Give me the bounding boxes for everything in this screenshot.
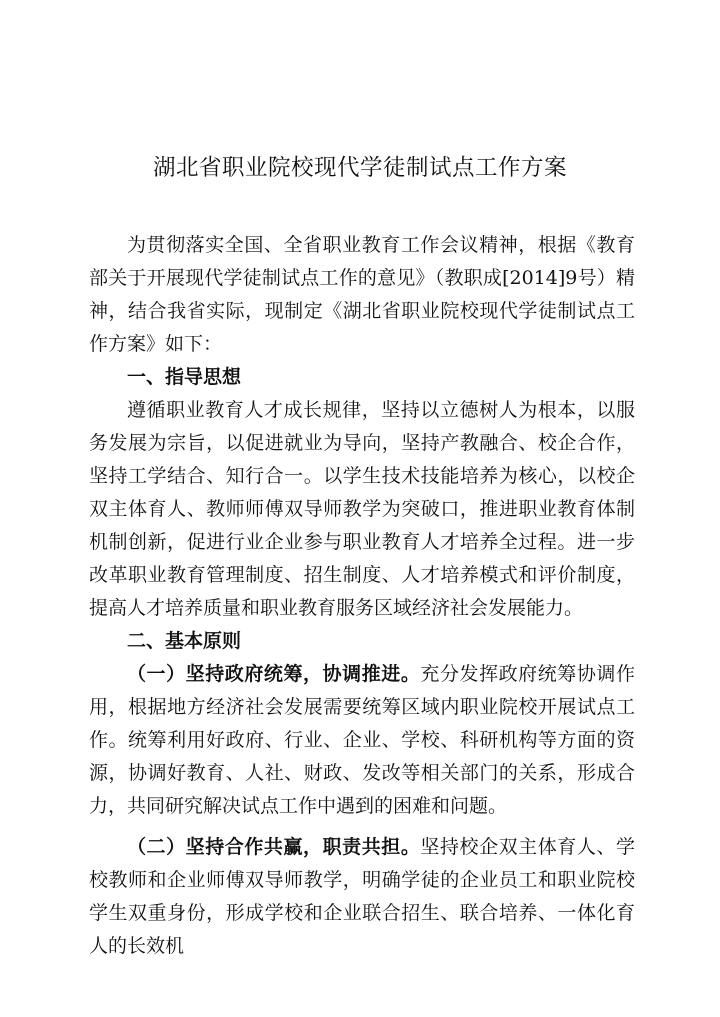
section-heading-guiding-ideology: 一、指导思想 — [127, 366, 242, 388]
principle-1-lead: （一）坚持政府统筹，协调推进。 — [127, 663, 421, 685]
principle-paragraph-2 — [89, 831, 635, 963]
section-heading-basic-principles: 二、基本原则 — [127, 630, 242, 652]
document-title: 湖北省职业院校现代学徒制试点工作方案 — [152, 155, 567, 181]
intro-paragraph: 为贯彻落实全国、全省职业教育工作会议精神，根据《教育部关于开展现代学徒制试点工作的意见》（教职成[2014]9号）精神，结合我省实际，现制定《湖北省职业院校现代学徒制试点工作方案》如下： — [89, 234, 635, 355]
document-body — [89, 229, 635, 963]
principle-2-lead: （二）坚持合作共赢，职责共担。 — [127, 836, 421, 858]
principle-paragraph-1 — [89, 658, 635, 823]
principle-2-text: 坚持校企双主体育人、学校教师和企业师傅双导师教学，明确学徒的企业员工和职业院校学生双重身份，形成学校和企业联合招生、联合培养、一体化育人的长效机 — [89, 836, 635, 957]
guiding-ideology-paragraph: 遵循职业教育人才成长规律，坚持以立德树人为根本，以服务发展为宗旨，以促进就业为导向，坚持产教融合、校企合作，坚持工学结合、知行合一。以学生技术技能培养为核心，以校企双主体育人、教师师傅双导师教学为突破口，推进职业教育体制机制创新，促进行业企业参与职业教育人才培养全过程。进一步改革职业教育管理制度、招生制度、人才培养模式和评价制度，提高人才培养质量和职业教育服务区域经济社会发展能力。 — [89, 399, 635, 619]
principle-1-text: 充分发挥政府统筹协调作用，根据地方经济社会发展需要统筹区域内职业院校开展试点工作。统筹利用好政府、行业、企业、学校、科研机构等方面的资源，协调好教育、人社、财政、发改等相关部门的关系，形成合力，共同研究解决试点工作中遇到的困难和问题。 — [89, 663, 635, 817]
